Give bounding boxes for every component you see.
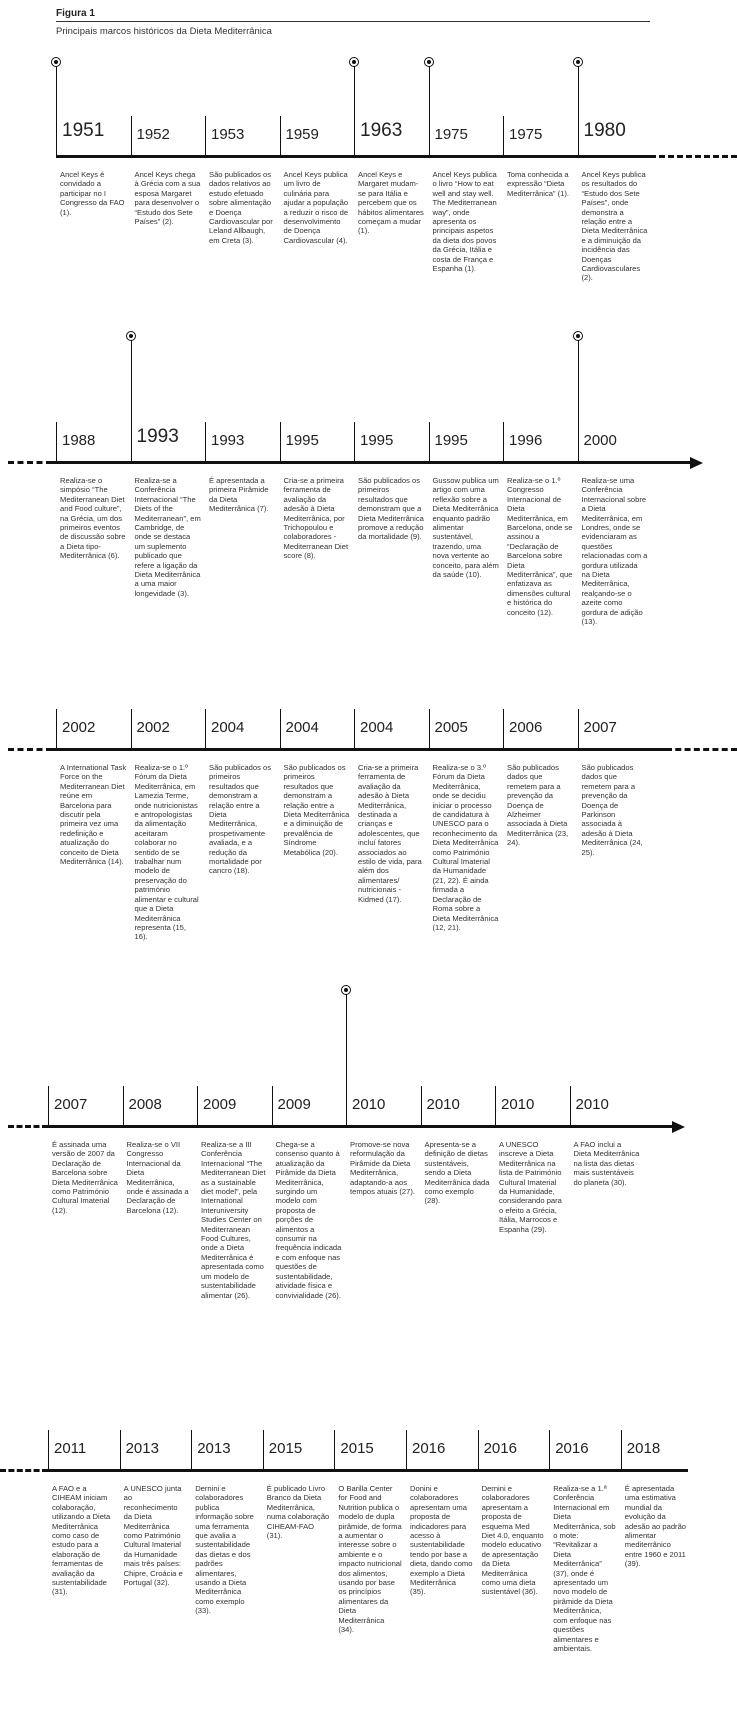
event-year: 2000 bbox=[583, 432, 617, 449]
event-description: A FAO inclui a Dieta Mediterrânica na lista das dietas mais sustentáveis do planeta (30). bbox=[573, 1140, 640, 1187]
milestone-pin-icon bbox=[341, 985, 351, 995]
year-divider bbox=[429, 422, 430, 462]
year-divider bbox=[272, 1086, 273, 1126]
milestone-stem bbox=[346, 994, 347, 1126]
event-description: Ancel Keys publica os resultados do “Estudo dos Sete Países”, onde demonstra a relação entre a Dieta Mediterrânica e a diminuição da incidência das Doenças Cardiovasculares (2). bbox=[581, 170, 648, 283]
event-year: 2005 bbox=[434, 719, 468, 736]
event-description: Apresenta-se a definição de dietas sustentáveis, sendo a Dieta Mediterrânica dada como exemplo (28). bbox=[424, 1140, 490, 1206]
year-divider bbox=[621, 1430, 622, 1470]
event-description: São publicados dados que remetem para a prevenção da Doença de Parkinson associada à adesão à Dieta Mediterrânica (24, 25). bbox=[581, 763, 643, 857]
event-description: Realiza-se a III Conferência Internacional “The Mediterranean Diet as a sustainable diet model”, pela International Interuniversity Studies Center on Mediterranean Food Cultures, onde a Dieta Mediterrânica é apresentada como um modelo de sustentabilidade alimentar (26). bbox=[201, 1140, 266, 1300]
milestone-stem bbox=[578, 66, 579, 156]
event-description: Gussow publica um artigo com uma reflexão sobre a Dieta Mediterrânica enquanto padrão alimentar sustentável, trazendo, uma nova vertente ao conceito, para além da saúde (10). bbox=[432, 476, 499, 580]
event-year: 2010 bbox=[501, 1096, 535, 1113]
milestone-pin-icon bbox=[349, 57, 359, 67]
event-year: 2004 bbox=[285, 719, 319, 736]
event-year: 2011 bbox=[54, 1440, 87, 1457]
milestone-stem bbox=[56, 66, 57, 156]
event-year: 2007 bbox=[583, 719, 617, 736]
year-divider bbox=[120, 1430, 121, 1470]
year-divider bbox=[334, 1430, 335, 1470]
event-description: A UNESCO junta ao reconhecimento da Dieta Mediterrânica como Património Cultural Imaterial da Humanidade mais três países: Chipre, Croácia e Portugal (32). bbox=[123, 1484, 183, 1588]
event-description: Cria-se a primeira ferramenta de avaliação da adesão à Dieta Mediterrânica, por Trichopoulou e colaboradores - Mediterranean Diet score (8). bbox=[283, 476, 349, 561]
year-divider bbox=[503, 709, 504, 749]
year-divider bbox=[570, 1086, 571, 1126]
event-year: 1993 bbox=[136, 426, 179, 447]
event-description: Ancel Keys é convidado a participar no I Congresso da FAO (1). bbox=[60, 170, 125, 217]
year-divider bbox=[503, 422, 504, 462]
event-year: 2002 bbox=[136, 719, 170, 736]
year-divider bbox=[421, 1086, 422, 1126]
event-year: 1975 bbox=[434, 126, 468, 143]
event-year: 2004 bbox=[211, 719, 245, 736]
year-divider bbox=[263, 1430, 264, 1470]
event-year: 2016 bbox=[412, 1440, 446, 1457]
event-description: Realiza-se o 1.º Congresso Internacional de Dieta Mediterrânica, em Barcelona, onde se assinou a “Declaração de Barcelona sobre Dieta Mediterrânica”, que enfatizava as dimensões cultural e histórica do conceito (12). bbox=[507, 476, 573, 617]
event-year: 2010 bbox=[575, 1096, 609, 1113]
header-rule bbox=[56, 21, 650, 22]
event-description: São publicados dados que remetem para a prevenção da Doença de Alzheimer associada à Dieta Mediterrânica (23, 24). bbox=[507, 763, 569, 848]
event-description: Ancel Keys publica o livro “How to eat well and stay well. The Mediterranean way”, onde apresenta os principais aspetos da dieta dos povos da Grécia, Itália e costa de França e Espanha (1). bbox=[432, 170, 497, 274]
year-divider bbox=[280, 116, 281, 156]
event-year: 1995 bbox=[434, 432, 468, 449]
year-divider bbox=[56, 422, 57, 462]
year-divider bbox=[478, 1430, 479, 1470]
event-year: 2013 bbox=[197, 1440, 231, 1457]
year-divider bbox=[131, 116, 132, 156]
year-divider bbox=[429, 709, 430, 749]
event-year: 2010 bbox=[352, 1096, 386, 1113]
event-description: Dernini e colaboradores apresentam a proposta de esquema Med Diet 4.0, enquanto modelo educativo de apresentação da Dieta Mediterrânica como uma dieta sustentável (36). bbox=[481, 1484, 544, 1597]
event-year: 1959 bbox=[285, 126, 319, 143]
timeline-axis bbox=[48, 1469, 688, 1472]
event-description: É assinada uma versão de 2007 da Declaração de Barcelona sobre Dieta Mediterrânica como Património Cultural Imaterial (12). bbox=[52, 1140, 118, 1215]
figure-label: Figura 1 bbox=[56, 8, 95, 19]
event-description: A FAO e a CIHEAM iniciam colaboração, utilizando a Dieta Mediterrânica como caso de estudo para a elaboração de ferramentas de avaliação da sustentabilidade (31). bbox=[52, 1484, 111, 1597]
timeline-axis-continuation bbox=[650, 155, 737, 158]
event-year: 2018 bbox=[626, 1440, 661, 1457]
event-description: A UNESCO inscreve a Dieta Mediterrânica na lista de Património Cultural Imaterial da Humanidade, considerando para o efeito a Grécia, Itália, Marrocos e Espanha (29). bbox=[499, 1140, 562, 1234]
event-year: 2008 bbox=[128, 1096, 162, 1113]
event-year: 2016 bbox=[555, 1440, 589, 1457]
timeline-axis-continuation bbox=[8, 1125, 48, 1128]
event-description: Realiza-se o 3.º Fórum da Dieta Mediterrânica, onde se decidiu iniciar o processo de candidatura à UNESCO para o reconhecimento da Dieta Mediterrânica como Património Cultural Imaterial da Humanidade (21, 22). É ainda firmada a Declaração de Roma sobre a Dieta Mediterrânica (12, 21). bbox=[432, 763, 499, 932]
milestone-pin-icon bbox=[424, 57, 434, 67]
event-description: Ancel Keys chega à Grécia com a sua esposa Margaret para desenvolver o “Estudo dos Sete Países” (2). bbox=[134, 170, 201, 227]
event-description: Toma conhecida a expressão “Dieta Mediterrânica” (1). bbox=[507, 170, 570, 198]
event-year: 2016 bbox=[483, 1440, 517, 1457]
timeline-axis-continuation bbox=[8, 748, 52, 751]
year-divider bbox=[205, 422, 206, 462]
event-description: Cria-se a primeira ferramenta de avaliação da adesão à Dieta Mediterrânica, destinada a crianças e adolescentes, que incluí fatores associados ao estilo de vida, para além dos alimentares/ nutricionais - Kidmed (17). bbox=[358, 763, 422, 904]
event-year: 1996 bbox=[509, 432, 543, 449]
timeline-axis bbox=[52, 748, 666, 751]
event-year: 2004 bbox=[360, 719, 394, 736]
event-year: 2013 bbox=[125, 1440, 159, 1457]
event-description: São publicados os primeiros resultados que demonstram que a Dieta Mediterrânica promove a redução da mortalidade (9). bbox=[358, 476, 424, 542]
arrow-head-icon bbox=[672, 1121, 685, 1133]
year-divider bbox=[354, 709, 355, 749]
milestone-stem bbox=[578, 340, 579, 462]
event-year: 1995 bbox=[360, 432, 394, 449]
timeline-axis bbox=[56, 155, 650, 158]
event-description: Promove-se nova reformulação da Pirâmide da Dieta Mediterrânica, adaptando-a aos tempos atuais (27). bbox=[350, 1140, 415, 1197]
event-year: 1993 bbox=[211, 432, 245, 449]
milestone-stem bbox=[131, 340, 132, 462]
timeline-axis bbox=[52, 461, 690, 464]
event-description: Realiza-se o 1.º Fórum da Dieta Mediterrânica, em Lamezia Terme, onde nutricionistas e antropologistas da alimentação aceitaram colaborar no sentido de se trabalhar num modelo de preservação do património alimentar e cultural que a Dieta Mediterrânica representa (15, 16). bbox=[134, 763, 199, 942]
event-description: É publicado Livro Branco da Dieta Mediterrânica, numa colaboração CIHEAM-FAO (31). bbox=[266, 1484, 330, 1541]
year-divider bbox=[131, 709, 132, 749]
event-year: 1952 bbox=[136, 126, 170, 143]
event-year: 1975 bbox=[509, 126, 543, 143]
event-year: 2015 bbox=[340, 1440, 374, 1457]
milestone-stem bbox=[429, 66, 430, 156]
timeline-axis bbox=[48, 1125, 672, 1128]
event-description: Realiza-se a Conferência Internacional “The Diets of the Mediterranean”, em Cambridge, de onde se destaca um suplemento publicado que refere a ligação da Dieta Mediterrânica a uma maior longevidade (3). bbox=[134, 476, 201, 598]
event-year: 2015 bbox=[268, 1440, 303, 1457]
event-year: 2009 bbox=[203, 1096, 237, 1113]
event-year: 1953 bbox=[211, 126, 245, 143]
milestone-pin-icon bbox=[51, 57, 61, 67]
year-divider bbox=[503, 116, 504, 156]
event-description: Donini e colaboradores apresentam uma proposta de indicadores para acesso à sustentabilidade tendo por base a dieta, dando como exemplo a Dieta Mediterrânica (35). bbox=[410, 1484, 473, 1597]
year-divider bbox=[123, 1086, 124, 1126]
event-description: São publicados os dados relativos ao estudo efetuado sobre alimentação e Doença Cardiovascular por Leland Allbaugh, em Creta (3). bbox=[209, 170, 273, 245]
event-year: 1963 bbox=[360, 120, 403, 141]
event-description: Ancel Keys e Margaret mudam-se para Itália e percebem que os hábitos alimentares começam a mudar (1). bbox=[358, 170, 424, 236]
event-description: Realiza-se uma Conferência Internacional sobre a Dieta Mediterrânica, em Londres, onde se evidenciaram as questões relacionadas com a gordura utilizada na Dieta Mediterrânica, realçando-se o azeite como gordura de adição (13). bbox=[581, 476, 648, 627]
event-description: O Barilla Center for Food and Nutrition publica o modelo de dupla pirâmide, de forma a aumentar o interesse sobre o ambiente e o impacto nutricional dos alimentos, usando por base os princípios alimentares da Dieta Mediterrânica (34). bbox=[338, 1484, 402, 1635]
year-divider bbox=[280, 709, 281, 749]
year-divider bbox=[205, 116, 206, 156]
event-year: 2007 bbox=[54, 1096, 88, 1113]
event-description: É apresentada uma estimativa mundial da evolução da adesão ao padrão alimentar mediterrânico entre 1960 e 2011 (39). bbox=[624, 1484, 687, 1569]
year-divider bbox=[205, 709, 206, 749]
year-divider bbox=[406, 1430, 407, 1470]
timeline-axis-continuation bbox=[8, 461, 52, 464]
milestone-pin-icon bbox=[573, 57, 583, 67]
year-divider bbox=[495, 1086, 496, 1126]
year-divider bbox=[280, 422, 281, 462]
event-description: São publicados os primeiros resultados que demonstram a relação entre a Dieta Mediterrânica, prospetivamente avaliada, e a redução da mortalidade por cancro (18). bbox=[209, 763, 272, 876]
year-divider bbox=[578, 709, 579, 749]
year-divider bbox=[354, 422, 355, 462]
milestone-stem bbox=[354, 66, 355, 156]
event-description: Ancel Keys publica um livro de culinária para ajudar a população a reduzir o risco de desenvolvimento de Doença Cardiovascular (4). bbox=[283, 170, 349, 245]
event-year: 2009 bbox=[277, 1096, 311, 1113]
event-year: 1995 bbox=[285, 432, 319, 449]
milestone-pin-icon bbox=[573, 331, 583, 341]
event-year: 1988 bbox=[62, 432, 96, 449]
event-description: Realiza-se a 1.ª Conferência Internacional em Dieta Mediterrânica, sob o mote: “Revitalizar a Dieta Mediterrânica” (37), onde é apresentado um novo modelo de pirâmide da Dieta Mediterrânica, com enfoque nas questões alimentares e ambientais. bbox=[553, 1484, 616, 1653]
event-description: Dernini e colaboradores publica informação sobre uma ferramenta que avalia a sustentabilidade das dietas e dos padrões alimentares, usando a Dieta Mediterrânica como exemplo (33). bbox=[195, 1484, 254, 1616]
event-year: 2002 bbox=[62, 719, 96, 736]
event-description: É apresentada a primeira Pirâmide da Dieta Mediterrânica (7). bbox=[209, 476, 269, 514]
arrow-head-icon bbox=[690, 457, 703, 469]
year-divider bbox=[191, 1430, 192, 1470]
figure-title: Principais marcos históricos da Dieta Mediterrânica bbox=[56, 26, 272, 37]
event-year: 2006 bbox=[509, 719, 543, 736]
milestone-pin-icon bbox=[126, 331, 136, 341]
timeline-axis-continuation bbox=[0, 1469, 48, 1472]
event-year: 1980 bbox=[583, 120, 626, 141]
event-year: 1951 bbox=[62, 120, 105, 141]
timeline-axis-continuation bbox=[666, 748, 737, 751]
year-divider bbox=[48, 1430, 49, 1470]
event-description: Realiza-se o simpósio “The Mediterranean Diet and Food culture”, na Grécia, um dos primeiros eventos de discussão sobre a Dieta tipo-Mediterrânica (6). bbox=[60, 476, 126, 561]
year-divider bbox=[56, 709, 57, 749]
event-description: São publicados os primeiros resultados que demonstram a relação entre a Dieta Mediterrânica e a diminuição de prevalência de Síndrome Metabólica (20). bbox=[283, 763, 350, 857]
year-divider bbox=[549, 1430, 550, 1470]
year-divider bbox=[197, 1086, 198, 1126]
event-description: Chega-se a consenso quanto à atualização da Pirâmide da Dieta Mediterrânica, surgindo um modelo com proposta de porções de alimentos a consumir na frequência indicada e com enfoque nas questões de sustentabilidade, atividade física e convivialidade (26). bbox=[275, 1140, 342, 1300]
year-divider bbox=[48, 1086, 49, 1126]
event-year: 2010 bbox=[426, 1096, 460, 1113]
event-description: A International Task Force on the Mediterranean Diet reúne em Barcelona para discutir pela primeira vez uma redefinição e atualização do conceito de Dieta Mediterrânica (14). bbox=[60, 763, 127, 867]
event-description: Realiza-se o VII Congresso Internacional da Dieta Mediterrânica, onde é assinada a Declaração de Barcelona (12). bbox=[126, 1140, 189, 1215]
